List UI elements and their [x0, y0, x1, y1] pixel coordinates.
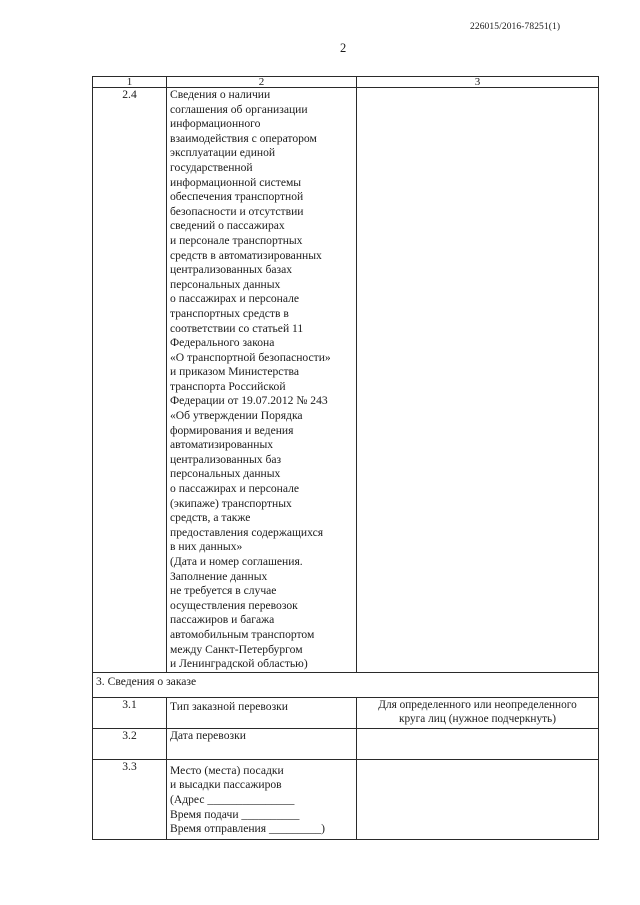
column-number-row	[93, 77, 599, 88]
text-line: эксплуатации единой	[170, 146, 276, 160]
transport-type-label: Тип заказной перевозки	[167, 697, 357, 728]
text-line: информационной системы	[170, 175, 302, 189]
table-row-2-4	[93, 88, 599, 673]
option-line: Для определенного или неопределенного	[378, 698, 577, 711]
text-line: осуществления перевозок	[170, 598, 298, 612]
text-line: о пассажирах и персонале	[170, 482, 300, 496]
text-line: предоставления содержащихся	[170, 525, 324, 539]
text-line: безопасности и отсутствии	[170, 204, 304, 218]
agreement-info-label	[167, 88, 357, 673]
text-line: персональных данных	[170, 277, 281, 291]
text-line: соглашения об организации	[170, 102, 308, 116]
text-line: транспорта Российской	[170, 379, 286, 393]
text-line: автоматизированных	[170, 438, 274, 452]
boarding-place-value[interactable]	[357, 759, 599, 839]
text-line: и высадки пассажиров	[170, 778, 282, 792]
text-line: сведений о пассажирах	[170, 219, 285, 233]
text-line: (экипаже) транспортных	[170, 496, 292, 510]
text-line: обеспечения транспортной	[170, 190, 304, 204]
row-number: 3.2	[93, 728, 167, 759]
transport-type-value[interactable]	[357, 697, 599, 728]
row-number: 2.4	[93, 88, 167, 673]
text-line: Федерации от 19.07.2012 № 243	[170, 394, 328, 408]
boarding-place-label	[167, 759, 357, 839]
text-line: средств в автоматизированных	[170, 248, 322, 262]
column-header-2: 2	[167, 77, 357, 88]
text-line: и Ленинградской областью)	[170, 657, 308, 671]
transport-date-label: Дата перевозки	[167, 728, 357, 759]
text-line: и приказом Министерства	[170, 365, 299, 379]
text-line: Сведения о наличии	[170, 88, 271, 101]
text-line: (Адрес _______________	[170, 792, 295, 806]
text-line: средств, а также	[170, 511, 251, 525]
text-line: (Дата и номер соглашения.	[170, 555, 303, 568]
text-line: централизованных баз	[170, 452, 282, 466]
text-line: информационного	[170, 117, 261, 131]
text-line: автомобильным транспортом	[170, 627, 315, 641]
transport-date-value[interactable]	[357, 728, 599, 759]
document-id: 226015/2016-78251(1)	[470, 22, 561, 32]
table-row-3-3	[93, 759, 599, 839]
column-header-3: 3	[357, 77, 599, 88]
text-line: о пассажирах и персонале	[170, 292, 300, 306]
text-line: государственной	[170, 160, 253, 174]
text-line: Федерального закона	[170, 336, 275, 350]
text-line: в них данных»	[170, 540, 243, 554]
text-line: не требуется в случае	[170, 584, 277, 598]
text-line: формирования и ведения	[170, 423, 294, 437]
page-number: 2	[340, 41, 347, 55]
text-line: персональных данных	[170, 467, 281, 481]
table-row-3-2	[93, 728, 599, 759]
row-number: 3.1	[93, 697, 167, 728]
text-line: между Санкт-Петербургом	[170, 642, 303, 656]
order-form-table	[92, 76, 599, 840]
section-row-3	[93, 672, 599, 697]
text-line: Время отправления _________)	[170, 822, 326, 836]
text-line: «Об утверждении Порядка	[170, 409, 303, 423]
text-line: Время подачи __________	[170, 807, 300, 821]
option-line: круга лиц (нужное подчеркнуть)	[399, 712, 556, 725]
text-line: «О транспортной безопасности»	[170, 350, 331, 364]
text-line: взаимодействия с оператором	[170, 131, 317, 145]
text-line: соответствии со статьей 11	[170, 321, 304, 335]
table-row-3-1	[93, 697, 599, 728]
text-line: пассажиров и багажа	[170, 613, 275, 627]
column-header-1: 1	[93, 77, 167, 88]
text-line: транспортных средств в	[170, 306, 289, 320]
row-number: 3.3	[93, 759, 167, 839]
text-line: Заполнение данных	[170, 569, 268, 583]
text-line: и персонале транспортных	[170, 233, 303, 247]
section-title: 3. Сведения о заказе	[93, 672, 599, 697]
text-line: централизованных базах	[170, 263, 293, 277]
text-line: Место (места) посадки	[170, 763, 284, 777]
agreement-info-value[interactable]	[357, 88, 599, 673]
